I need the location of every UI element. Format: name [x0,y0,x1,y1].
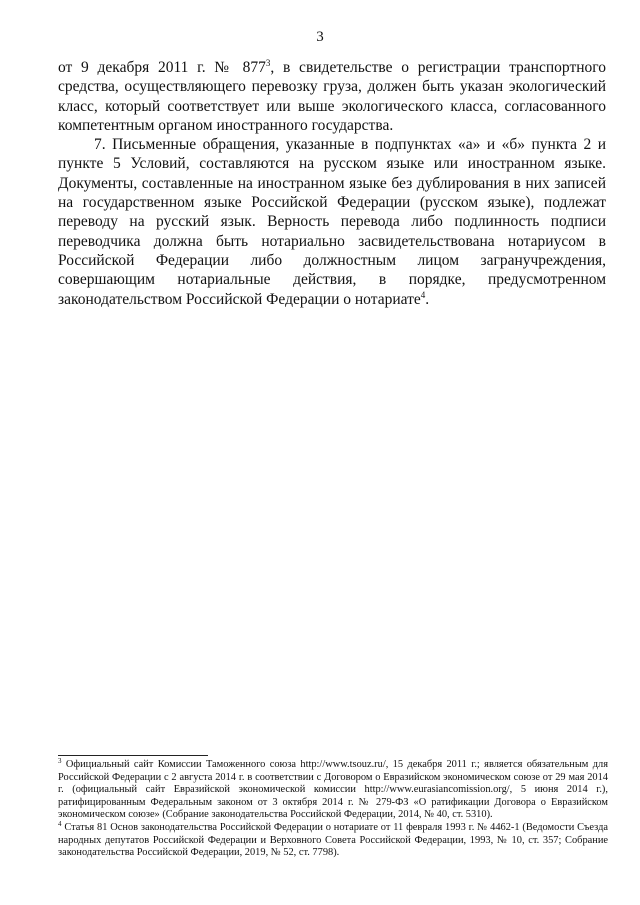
footnote-marker: 3 [58,757,62,765]
footnote-separator [58,755,208,756]
paragraph-continuation [58,58,606,135]
paragraph-item-7 [58,135,606,309]
paragraph-text: 7. Письменные обращения, указанные в подпунктах «а» и «б» пункта 2 и пункте 5 Условий, составляются на русском языке или иностранном языке. Документы, составленные на иностранном языке без дублирования в них записей на государственном языке Российской Федерации (русском языке), подлежат переводу на русский язык. Верность перевода либо подлинность подписи переводчика должна быть нотариально засвидетельствована нотариусом в Российской Федерации либо должностным лицом загранучреждения, совершающим нотариальные действия, в порядке, предусмотренном законодательством Российской Федерации о нотариате [58,136,606,308]
footnote-reference: 4 [420,289,426,300]
paragraph-text: . [425,290,430,308]
page-number: 3 [316,29,324,45]
footnote-reference: 3 [265,58,271,68]
main-text [58,58,606,309]
footnote-text: Официальный сайт Комиссии Таможенного союза http://www.tsouz.ru/, 15 декабря 2011 г.; является обязательным для Российской Федерации с 2 августа 2014 г. в соответствии с Договором о Евразийском экономическом союзе от 29 мая 2014 г. (официальный сайт Евразийской экономической комиссии http://www.eurasiancomission.org/, 5 июня 2014 г.), ратифицированным Федеральным законом от 3 октября 2014 г. № 279-ФЗ «О ратификации Договора о Евразийском экономическом союзе» (Собрание законодательства Российской Федерации, 2014, № 40, ст. 5310). [58,759,608,821]
footnote-marker: 4 [58,819,62,828]
paragraph-text: от 9 декабря 2011 г. № 877 [58,59,266,76]
footnote-4 [58,819,608,860]
footnote-text: Статья 81 Основ законодательства Российской Федерации о нотариате от 11 февраля 1993 г. № 4462-1 (Ведомости Съезда народных депутатов Российской Федерации и Верховного Совета Российской Федерации, 1993, № 10, ст. 357; Собрание законодательства Российской Федерации, 2019, № 52, ст. 7798). [58,821,608,859]
paragraph-text: , в свидетельстве о регистрации транспортного средства, осуществляющего перевозку груза, должен быть указан экологический класс, который соответствует или выше экологического класса, согласованного компетентным органом иностранного государства. [58,59,606,134]
footnote-3 [58,759,608,822]
footnotes [58,759,608,860]
